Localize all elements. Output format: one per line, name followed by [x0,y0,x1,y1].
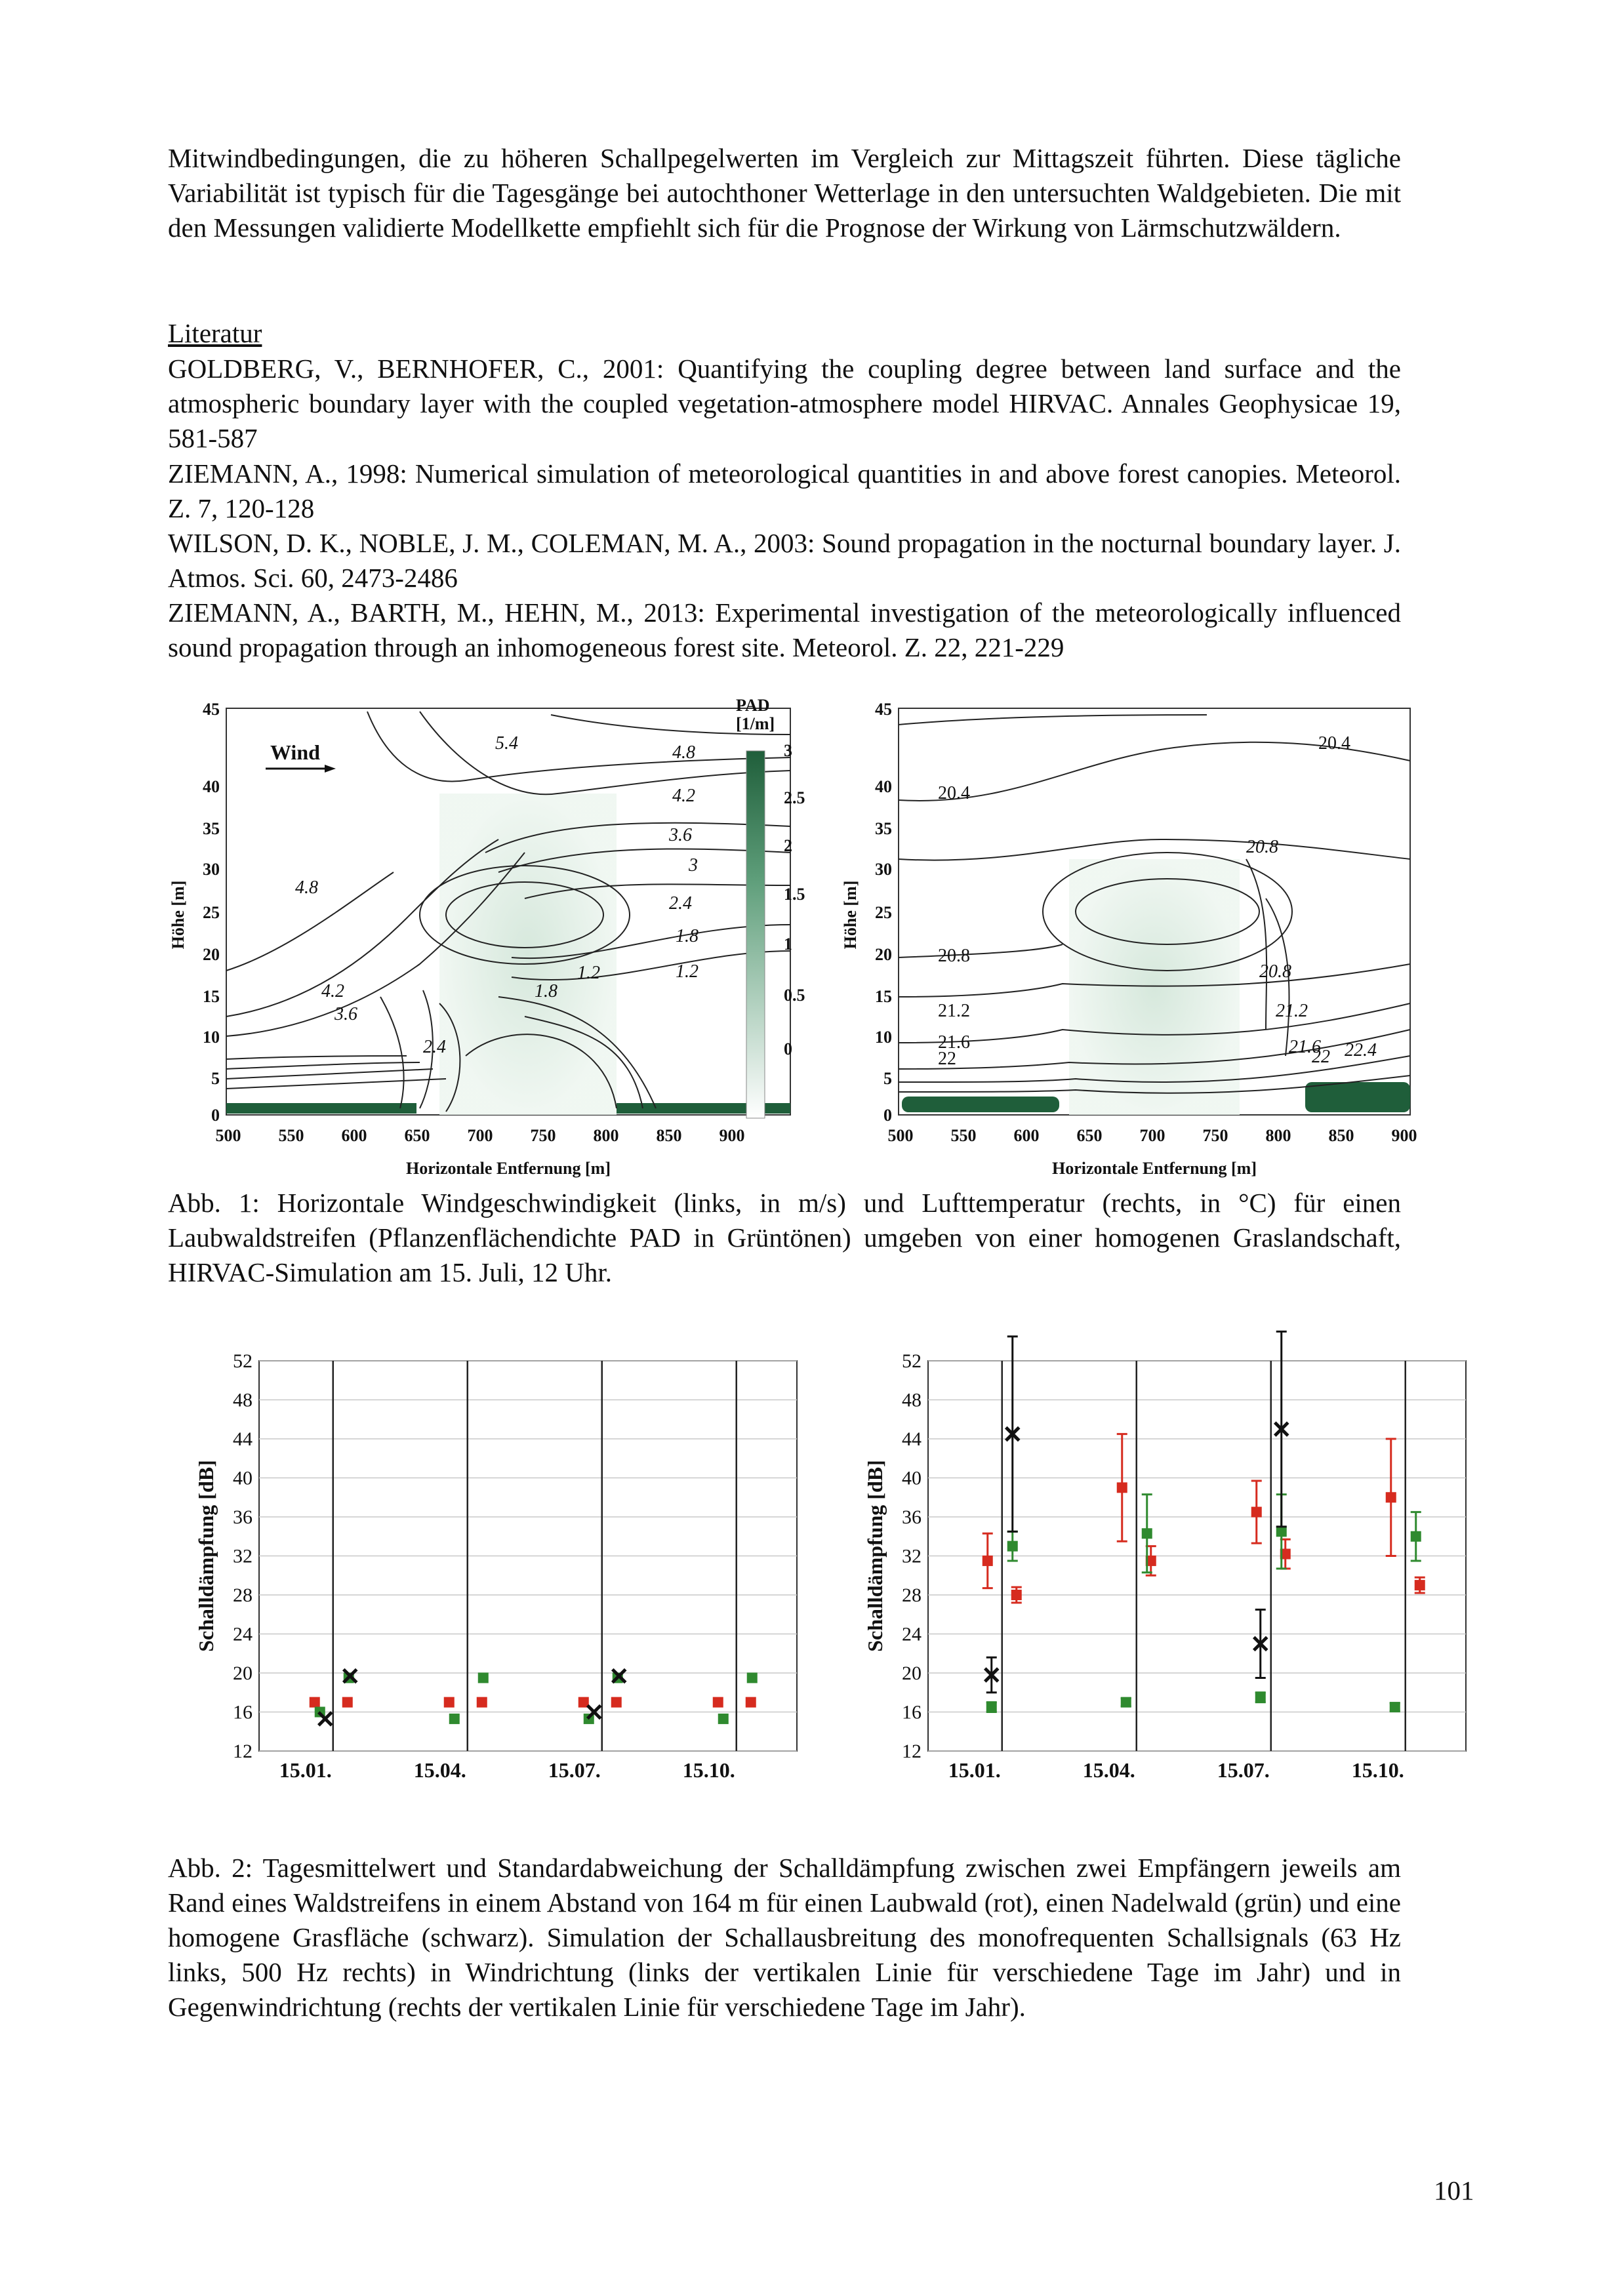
nadelwald-point [1255,1692,1266,1702]
x-tick: 15.07. [548,1758,601,1782]
x-tick: 900 [719,1126,745,1145]
contour-label: 1.8 [535,981,557,1001]
laubwald-point [477,1697,487,1708]
literature-heading: Literatur [168,318,262,348]
contour-label: 20.8 [1246,837,1278,857]
laubwald-point [310,1697,320,1708]
x-tick: 650 [404,1126,430,1145]
y-tick: 40 [902,1467,922,1489]
x-tick: 800 [593,1126,619,1145]
nadelwald-point [449,1714,460,1724]
contour-label: 20.8 [938,946,970,966]
canopy-region [1069,859,1240,1115]
y-tick: 28 [233,1584,253,1606]
y-tick: 40 [203,777,220,796]
contour-label: 2.4 [669,893,692,914]
pad-colorbar [746,751,765,1118]
nadelwald-point [1276,1526,1287,1537]
y-tick: 15 [875,987,892,1006]
y-tick: 15 [203,987,220,1006]
laubwald-point [444,1697,455,1708]
y-axis-label: Höhe [m] [169,880,188,950]
laubwald-point [1011,1590,1022,1600]
nadelwald-point [478,1672,489,1683]
y-tick: 20 [203,945,220,964]
reference-2: ZIEMANN, A., 1998: Numerical simulation of meteorological quantities in and above forest canopies. Meteorol. Z. 7, 120-128 [168,458,1401,523]
y-tick: 20 [875,945,892,964]
x-tick: 600 [341,1126,367,1145]
colorbar-tick: 3 [784,741,792,760]
y-tick: 48 [902,1389,922,1411]
colorbar-unit: [1/m] [736,714,775,733]
ground-band-left [226,1103,416,1114]
x-tick: 500 [887,1126,914,1145]
x-tick: 15.01. [948,1758,1001,1782]
colorbar-tick: 0 [784,1039,792,1058]
x-tick: 800 [1265,1126,1291,1145]
colorbar-tick: 0.5 [784,986,805,1005]
x-tick: 900 [1391,1126,1417,1145]
y-tick: 52 [902,1350,922,1372]
y-tick: 10 [875,1028,892,1047]
colorbar-tick: 2 [784,836,792,855]
ground-band-right [1305,1082,1410,1112]
x-tick: 850 [656,1126,682,1145]
figure2-caption: Abb. 2: Tagesmittelwert und Standardabweichung der Schalldämpfung zwischen zwei Empfängern jeweils am Rand eines Waldstreifens in einem Abstand von 164 m für einen Laubwald (rot), einen Nadelwald (grün) und eine homogene Grasfläche (schwarz). Simulation der Schallausbreitung des monofrequenten Schallsignals (63 Hz links, 500 Hz rechts) in Windrichtung (links der vertikalen Linie für verschiedene Tage im Jahr) und in Gegenwindrichtung (rechts der vertikalen Linie für verschiedene Tage im Jahr). [168,1853,1401,2022]
contour-label: 20.8 [1259,961,1291,982]
x-tick: 600 [1013,1126,1040,1145]
contour-label: 4.8 [672,742,695,763]
page-number: 101 [1434,2175,1474,2205]
y-tick: 52 [233,1350,253,1372]
contour-label: 21.2 [1276,1001,1308,1021]
y-tick: 48 [233,1389,253,1411]
contour-label: 20.4 [1318,733,1350,754]
figure2 [177,1338,1489,1797]
contour-label: 3 [689,855,698,876]
y-tick: 16 [902,1701,922,1723]
y-tick: 12 [233,1741,253,1762]
nadelwald-point [1390,1702,1400,1712]
wind-contour-plot [169,696,805,1178]
colorbar-title: PAD [736,696,770,715]
contour-label: 4.8 [295,877,318,898]
x-tick: 500 [215,1126,241,1145]
wind-label: Wind [270,740,320,764]
x-tick: 15.10. [1351,1758,1404,1782]
temperature-contour-plot [841,700,1417,1178]
y-tick: 32 [233,1545,253,1567]
contour-label: 1.8 [676,926,699,946]
attenuation-chart [863,1331,1466,1782]
reference-1: GOLDBERG, V., BERNHOFER, C., 2001: Quantifying the coupling degree between land surface and the atmospheric boundary layer with the coupled vegetation-atmosphere model HIRVAC. Annales Geophysicae 19, 581-587 [168,353,1401,453]
contour-label: 3.6 [669,825,692,845]
contour-label: 4.2 [672,786,695,806]
y-tick: 45 [203,700,220,719]
y-tick: 32 [902,1545,922,1567]
y-axis-label: Schalldämpfung [dB] [194,1460,218,1652]
nadelwald-point [986,1702,997,1712]
y-tick: 44 [902,1428,922,1450]
x-axis-label: Horizontale Entfernung [m] [406,1159,611,1178]
contour-label: 21.6 [1289,1037,1321,1057]
laubwald-point [713,1697,723,1708]
y-tick: 30 [203,860,220,879]
nadelwald-point [1411,1531,1421,1542]
colorbar-tick: 2.5 [784,788,805,807]
y-tick: 25 [203,903,220,922]
y-tick: 24 [233,1623,253,1645]
contour-label: 4.2 [321,981,344,1001]
y-tick: 0 [211,1106,220,1125]
contour-label: 20.4 [938,783,970,803]
x-tick: 15.07. [1217,1758,1270,1782]
canopy-region [439,794,617,1115]
contour-label: 22 [1312,1047,1330,1067]
x-tick: 700 [467,1126,493,1145]
laubwald-point [1415,1580,1425,1590]
y-tick: 30 [875,860,892,879]
laubwald-point [1251,1507,1262,1518]
y-tick: 20 [233,1662,253,1684]
y-tick: 24 [902,1623,922,1645]
laubwald-point [1386,1492,1396,1502]
x-tick: 15.01. [279,1758,332,1782]
figure1-caption: Abb. 1: Horizontale Windgeschwindigkeit (links, in m/s) und Lufttemperatur (rechts, in °C) für einen Laubwaldstreifen (Pflanzenflächendichte PAD in Grüntönen) umgeben von einer homogenen Graslandschaft, HIRVAC-Simulation am 15. Juli, 12 Uhr. [168,1188,1401,1287]
x-tick: 850 [1328,1126,1354,1145]
contour-label: 1.2 [577,963,600,983]
y-tick: 35 [203,819,220,838]
attenuation-chart [194,1350,797,1782]
y-tick: 36 [902,1506,922,1528]
nadelwald-point [747,1672,758,1683]
contour-label: 21.6 [938,1032,970,1053]
y-axis-label: Schalldämpfung [dB] [863,1460,887,1652]
y-tick: 45 [875,700,892,719]
reference-4: ZIEMANN, A., BARTH, M., HEHN, M., 2013: Experimental investigation of the meteorologically influenced sound propagation through an inhomogeneous forest site. Meteorol. Z. 22, 221-229 [168,597,1401,662]
x-tick: 750 [530,1126,556,1145]
laubwald-point [983,1556,993,1566]
x-tick: 550 [950,1126,977,1145]
intro-paragraph: Mitwindbedingungen, die zu höheren Schallpegelwerten im Vergleich zur Mittagszeit führten. Diese tägliche Variabilität ist typisch für die Tagesgänge bei autochthoner Wetterlage in den untersuchten Waldgebieten. Die mit den Messungen validierte Modellkette empfiehlt sich für die Prognose der Wirkung von Lärmschutzwäldern. [168,143,1401,243]
contour-label: 22 [938,1049,956,1069]
y-tick: 40 [875,777,892,796]
nadelwald-point [1142,1528,1152,1539]
x-tick: 15.04. [1082,1758,1135,1782]
contour-label: 3.6 [334,1004,357,1024]
y-tick: 0 [883,1106,892,1125]
y-tick: 35 [875,819,892,838]
y-tick: 16 [233,1701,253,1723]
x-tick: 15.10. [682,1758,735,1782]
x-tick: 550 [278,1126,304,1145]
contour-label: 5.4 [495,733,518,754]
contour-label: 22.4 [1345,1040,1377,1060]
contour-label: 2.4 [423,1037,446,1057]
y-tick: 20 [902,1662,922,1684]
y-tick: 12 [902,1741,922,1762]
laubwald-point [342,1697,353,1708]
y-tick: 44 [233,1428,253,1450]
x-tick: 700 [1139,1126,1165,1145]
y-tick: 25 [875,903,892,922]
nadelwald-point [1121,1697,1131,1708]
y-axis-label: Höhe [m] [841,880,860,950]
contour-label: 21.2 [938,1001,970,1021]
x-tick: 750 [1202,1126,1228,1145]
ground-band-left [902,1097,1059,1112]
y-tick: 5 [883,1069,892,1088]
y-tick: 40 [233,1467,253,1489]
y-tick: 28 [902,1584,922,1606]
nadelwald-point [1007,1541,1018,1552]
laubwald-point [746,1697,756,1708]
x-tick: 650 [1076,1126,1103,1145]
y-tick: 10 [203,1028,220,1047]
y-tick: 5 [211,1069,220,1088]
laubwald-point [611,1697,622,1708]
laubwald-point [1117,1482,1127,1493]
x-axis-label: Horizontale Entfernung [m] [1052,1159,1257,1178]
nadelwald-point [718,1714,729,1724]
colorbar-tick: 1.5 [784,885,805,904]
figure1 [157,689,1443,1178]
reference-3: WILSON, D. K., NOBLE, J. M., COLEMAN, M. A., 2003: Sound propagation in the nocturnal boundary layer. J. Atmos. Sci. 60, 2473-2486 [168,528,1401,593]
contour-label: 1.2 [676,961,699,982]
colorbar-tick: 1 [784,935,792,954]
y-tick: 36 [233,1506,253,1528]
x-tick: 15.04. [413,1758,466,1782]
